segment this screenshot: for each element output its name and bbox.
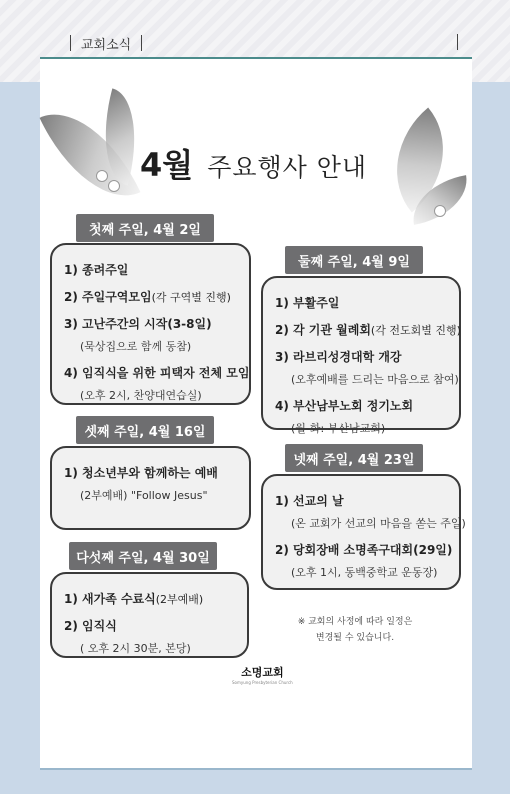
schedule-item: 3) 고난주간의 시작(3-8일) bbox=[64, 317, 212, 331]
schedule-detail: (오후예배를 드리는 마음으로 참여) bbox=[291, 373, 459, 386]
week-tag: 넷째 주일, 4월 23일 bbox=[285, 444, 423, 472]
schedule-detail: ( 오후 2시 30분, 본당) bbox=[80, 642, 191, 655]
schedule-detail: (2부예배) "Follow Jesus" bbox=[80, 489, 208, 502]
schedule-detail: (오후 2시, 찬양대연습실) bbox=[80, 389, 202, 402]
week-schedule-box bbox=[261, 276, 461, 435]
schedule-change-notice: ※ 교회의 사정에 따라 일정은 변경될 수 있습니다. bbox=[297, 617, 413, 643]
church-logo bbox=[232, 664, 293, 685]
schedule-detail: (묵상집으로 함께 동참) bbox=[80, 340, 192, 353]
schedule-detail: (온 교회가 선교의 마음을 쏟는 주일) bbox=[291, 517, 466, 530]
schedule-detail: (오후 1시, 동백중학교 운동장) bbox=[291, 566, 438, 579]
schedule-item: 1) 종려주일 bbox=[64, 263, 129, 277]
week-schedule-box bbox=[50, 243, 251, 405]
schedule-item: 1) 부활주일 bbox=[275, 296, 340, 310]
week-tag: 셋째 주일, 4월 16일 bbox=[76, 416, 214, 444]
church-name-english: Somyung Presbyterian Church bbox=[232, 680, 293, 685]
page-title bbox=[140, 140, 367, 186]
week-schedule-box bbox=[50, 446, 251, 530]
divider-bar bbox=[457, 34, 458, 50]
week-tag: 둘째 주일, 4월 9일 bbox=[285, 246, 423, 274]
schedule-item: 2) 주일구역모임(각 구역별 진행) bbox=[64, 290, 231, 304]
schedule-item: 1) 청소년부와 함께하는 예배 bbox=[64, 466, 218, 480]
page-bottom-rule bbox=[40, 768, 472, 770]
schedule-item: 1) 새가족 수료식(2부예배) bbox=[64, 592, 204, 606]
title-text: 주요행사 안내 bbox=[207, 153, 368, 182]
schedule-item: 1) 선교의 날 bbox=[275, 494, 344, 508]
section-header bbox=[60, 30, 152, 56]
week-tag: 다섯째 주일, 4월 30일 bbox=[69, 542, 217, 570]
schedule-item: 2) 당회장배 소명족구대회(29일) bbox=[275, 543, 453, 557]
divider-bar bbox=[141, 35, 142, 51]
schedule-item: 4) 부산남부노회 정기노회 bbox=[275, 399, 414, 413]
week-tag: 첫째 주일, 4월 2일 bbox=[76, 214, 214, 242]
flower-decoration bbox=[108, 180, 120, 192]
schedule-item: 3) 라브리성경대학 개강 bbox=[275, 350, 402, 364]
church-name: 소명교회 bbox=[241, 666, 284, 679]
flower-decoration bbox=[434, 205, 446, 217]
title-month: 4월 bbox=[140, 146, 194, 184]
week-schedule-box bbox=[50, 572, 249, 658]
divider-bar bbox=[70, 35, 71, 51]
section-title: 교회소식 bbox=[81, 37, 132, 53]
flower-decoration bbox=[96, 170, 108, 182]
schedule-detail: (월-화: 부산남교회) bbox=[291, 422, 386, 435]
schedule-item: 2) 각 기관 월례회(각 전도회별 진행) bbox=[275, 323, 461, 337]
schedule-item: 2) 임직식 bbox=[64, 619, 117, 633]
week-schedule-box bbox=[261, 474, 466, 590]
schedule-item: 4) 임직식을 위한 피택자 전체 모임 bbox=[64, 366, 250, 380]
